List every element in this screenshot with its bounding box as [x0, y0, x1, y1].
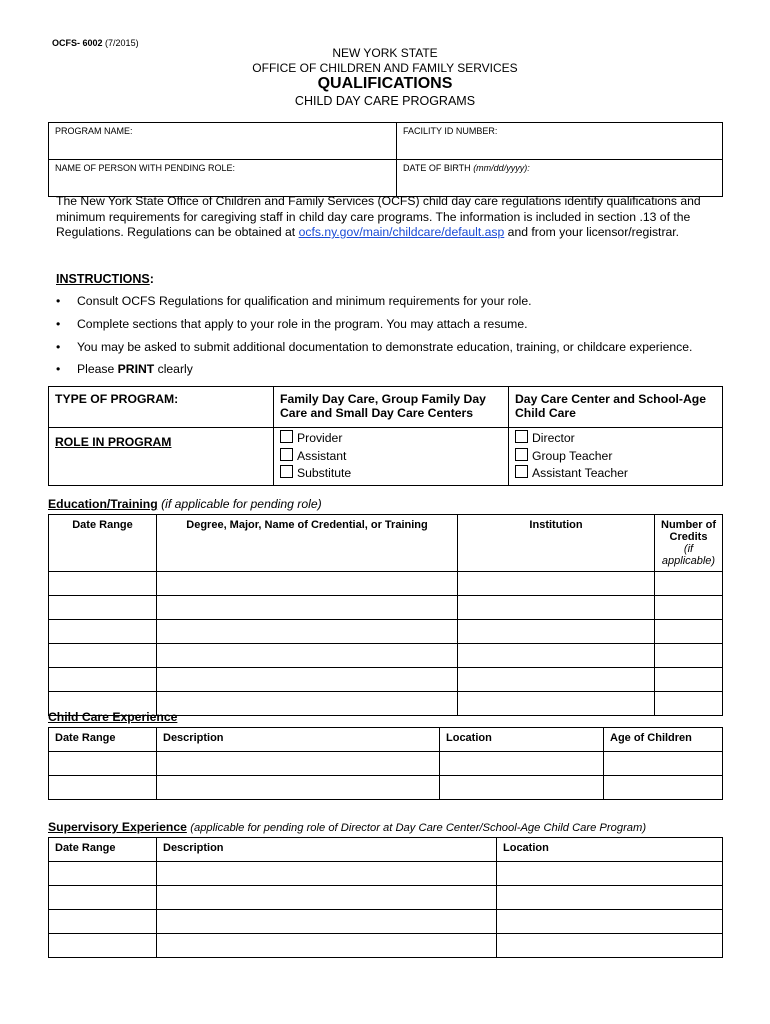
- table-cell[interactable]: [655, 596, 723, 620]
- education-header-credits: [655, 515, 723, 572]
- instructions-title: [56, 272, 154, 286]
- table-cell[interactable]: [458, 692, 655, 716]
- table-cell[interactable]: [655, 572, 723, 596]
- intro-text-1: The New York State Office of Children and Family Services (OCFS) child day care regulations identify qualifications and minimum requirements for caregiving staff in child day care programs. The information is included in section .13 of the Regulations. Regulations can be obtained at: [56, 194, 701, 239]
- instructions-title-text: INSTRUCTIONS: [56, 272, 150, 286]
- table-cell[interactable]: [157, 572, 458, 596]
- experience-title-text: Child Care Experience: [48, 710, 178, 724]
- table-cell[interactable]: [497, 886, 723, 910]
- day-care-center-column-header: Day Care Center and School-Age Child Care: [509, 387, 723, 428]
- table-cell[interactable]: [157, 910, 497, 934]
- program-name-label: PROGRAM NAME:: [55, 126, 133, 136]
- facility-id-label: FACILITY ID NUMBER:: [403, 126, 498, 136]
- print-bold: PRINT: [117, 362, 155, 376]
- table-cell[interactable]: [157, 934, 497, 958]
- table-cell[interactable]: [49, 886, 157, 910]
- checkbox[interactable]: [280, 465, 293, 478]
- family-roles-cell: [274, 428, 509, 486]
- instruction-text: Consult OCFS Regulations for qualification and minimum requirements for your role.: [77, 294, 532, 308]
- table-cell[interactable]: [49, 620, 157, 644]
- experience-header-age: Age of Children: [604, 728, 723, 752]
- table-row: [49, 668, 723, 692]
- table-cell[interactable]: [157, 692, 458, 716]
- table-row: [49, 886, 723, 910]
- credits-header-text: Number of Credits: [661, 519, 716, 543]
- role-label: Assistant Teacher: [532, 466, 628, 480]
- experience-table: [48, 727, 723, 800]
- print-prefix: Please: [77, 362, 118, 376]
- intro-text-2: and from your licensor/registrar.: [504, 225, 680, 239]
- bullet-icon: •: [56, 317, 61, 331]
- header-office: OFFICE OF CHILDREN AND FAMILY SERVICES: [252, 61, 518, 75]
- supervisory-header-description: Description: [157, 838, 497, 862]
- education-title-text: Education/Training: [48, 497, 158, 511]
- table-cell[interactable]: [49, 644, 157, 668]
- table-row: [49, 934, 723, 958]
- supervisory-header-location: Location: [497, 838, 723, 862]
- bullet-icon: •: [56, 362, 61, 376]
- supervisory-note: (applicable for pending role of Director at Day Care Center/School-Age Child Care Program): [190, 822, 647, 834]
- checkbox[interactable]: [515, 465, 528, 478]
- checkbox[interactable]: [280, 448, 293, 461]
- table-cell[interactable]: [49, 572, 157, 596]
- family-care-column-header: Family Day Care, Group Family Day Care and Small Day Care Centers: [274, 387, 509, 428]
- education-note: (if applicable for pending role): [161, 497, 322, 511]
- checkbox[interactable]: [515, 430, 528, 443]
- form-number: OCFS- 6002: [52, 38, 103, 48]
- table-cell[interactable]: [655, 668, 723, 692]
- experience-header-date-range: Date Range: [49, 728, 157, 752]
- person-name-field[interactable]: [49, 160, 397, 197]
- supervisory-section-title: [48, 820, 646, 834]
- facility-id-field[interactable]: [397, 123, 723, 160]
- table-cell[interactable]: [604, 752, 723, 776]
- role-in-program-label: [49, 428, 274, 486]
- table-cell[interactable]: [49, 934, 157, 958]
- role-option-group-teacher[interactable]: [515, 448, 716, 466]
- header-state: NEW YORK STATE: [332, 46, 438, 60]
- table-cell[interactable]: [440, 752, 604, 776]
- form-date: (7/2015): [105, 38, 139, 48]
- table-cell[interactable]: [49, 752, 157, 776]
- program-name-field[interactable]: [49, 123, 397, 160]
- table-cell[interactable]: [49, 862, 157, 886]
- table-cell[interactable]: [655, 644, 723, 668]
- intro-paragraph: [56, 194, 716, 241]
- table-cell[interactable]: [157, 886, 497, 910]
- table-cell[interactable]: [497, 862, 723, 886]
- table-cell[interactable]: [440, 776, 604, 800]
- table-row: [49, 620, 723, 644]
- checkbox[interactable]: [280, 430, 293, 443]
- supervisory-table: [48, 837, 723, 958]
- table-cell[interactable]: [655, 692, 723, 716]
- table-cell[interactable]: [458, 668, 655, 692]
- table-cell[interactable]: [604, 776, 723, 800]
- table-row: [49, 752, 723, 776]
- role-in-program-text: ROLE IN PROGRAM: [55, 435, 172, 449]
- instructions-colon: :: [149, 272, 154, 286]
- type-of-program-label: TYPE OF PROGRAM:: [49, 387, 274, 428]
- table-cell[interactable]: [49, 596, 157, 620]
- table-row: [49, 572, 723, 596]
- experience-section-title: [48, 710, 177, 724]
- table-cell[interactable]: [458, 596, 655, 620]
- table-cell[interactable]: [49, 910, 157, 934]
- page-title: QUALIFICATIONS: [317, 75, 453, 92]
- bullet-icon: •: [56, 340, 61, 354]
- role-option-provider[interactable]: [280, 430, 502, 448]
- education-header-date-range: Date Range: [49, 515, 157, 572]
- regulations-link[interactable]: ocfs.ny.gov/main/childcare/default.asp: [298, 225, 505, 239]
- education-header-institution: Institution: [458, 515, 655, 572]
- role-option-assistant[interactable]: [280, 448, 502, 466]
- table-row: [49, 910, 723, 934]
- page-subtitle: CHILD DAY CARE PROGRAMS: [294, 94, 476, 108]
- program-type-table: [48, 386, 723, 486]
- experience-header-description: Description: [157, 728, 440, 752]
- instruction-text: You may be asked to submit additional documentation to demonstrate education, training, or childcare experience.: [77, 340, 693, 354]
- table-cell[interactable]: [157, 776, 440, 800]
- center-roles-cell: [509, 428, 723, 486]
- education-header-degree: Degree, Major, Name of Credential, or Training: [157, 515, 458, 572]
- role-label: Director: [532, 431, 575, 445]
- identification-table: [48, 122, 723, 197]
- dob-format: (mm/dd/yyyy):: [473, 163, 530, 173]
- bullet-icon: •: [56, 294, 61, 308]
- education-section-title: [48, 497, 322, 511]
- role-label: Group Teacher: [532, 448, 613, 463]
- role-option-director[interactable]: [515, 430, 716, 448]
- role-option-substitute[interactable]: [280, 465, 502, 483]
- print-suffix: clearly: [154, 362, 193, 376]
- table-cell[interactable]: [157, 752, 440, 776]
- table-cell[interactable]: [497, 910, 723, 934]
- role-label: Provider: [297, 431, 343, 445]
- person-name-label: NAME OF PERSON WITH PENDING ROLE:: [55, 163, 236, 173]
- table-cell[interactable]: [49, 776, 157, 800]
- table-cell[interactable]: [49, 668, 157, 692]
- role-option-assistant-teacher[interactable]: [515, 465, 716, 483]
- table-cell[interactable]: [458, 620, 655, 644]
- role-label: Substitute: [297, 466, 352, 480]
- education-table: [48, 514, 723, 716]
- supervisory-header-date-range: Date Range: [49, 838, 157, 862]
- experience-header-location: Location: [440, 728, 604, 752]
- table-cell[interactable]: [497, 934, 723, 958]
- role-label: Assistant: [297, 448, 347, 463]
- table-cell[interactable]: [157, 862, 497, 886]
- table-cell[interactable]: [157, 596, 458, 620]
- dob-label: DATE OF BIRTH: [403, 163, 471, 173]
- table-cell[interactable]: [655, 620, 723, 644]
- table-row: [49, 862, 723, 886]
- table-cell[interactable]: [157, 668, 458, 692]
- table-cell[interactable]: [458, 572, 655, 596]
- table-row: [49, 596, 723, 620]
- table-cell[interactable]: [157, 644, 458, 668]
- instruction-text: [77, 362, 193, 376]
- checkbox[interactable]: [515, 448, 528, 461]
- table-cell[interactable]: [458, 644, 655, 668]
- supervisory-title-text: Supervisory Experience: [48, 820, 187, 834]
- table-row: [49, 644, 723, 668]
- dob-field[interactable]: [397, 160, 723, 197]
- credits-note: (if applicable): [661, 543, 716, 567]
- table-cell[interactable]: [157, 620, 458, 644]
- instruction-text: Complete sections that apply to your role in the program. You may attach a resume.: [77, 317, 528, 331]
- table-row: [49, 776, 723, 800]
